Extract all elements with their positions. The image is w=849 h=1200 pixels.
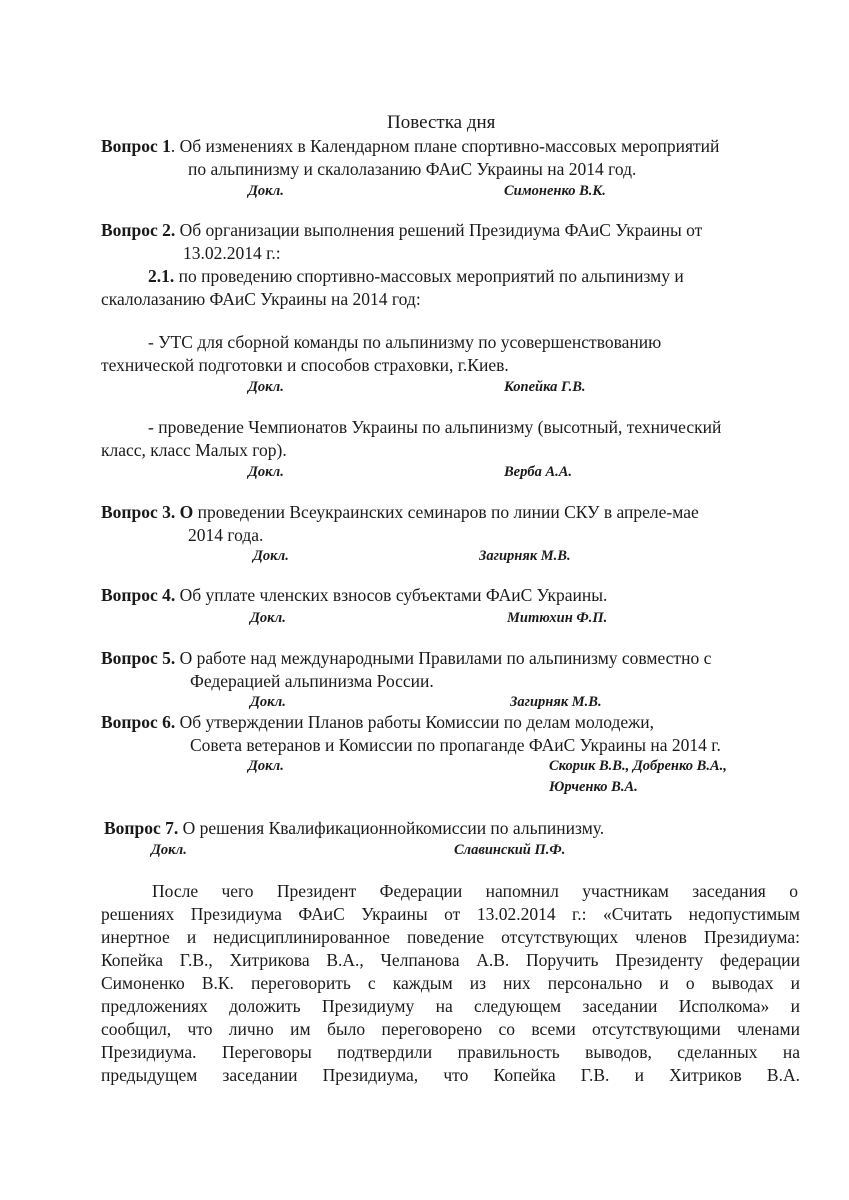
question-1-reporter-label: Докл.	[248, 183, 284, 199]
question-2-item-2-text-1: - проведение Чемпионатов Украины по альпинизму (высотный, технический	[148, 417, 722, 437]
question-7-reporter-label: Докл.	[151, 842, 187, 858]
question-6-reporter-name-2: Юрченко В.А.	[549, 779, 638, 795]
paragraph-line-8: Президиума. Переговоры подтвердили правильность выводов, сделанных на	[101, 1042, 800, 1062]
question-3-line-1	[101, 501, 699, 523]
question-2-item-2-text-2: класс, класс Малых гор).	[101, 440, 287, 460]
question-6-reporter-name-1: Скорик В.В., Добренко В.А.,	[549, 758, 727, 774]
question-2-item-1-reporter-label: Докл.	[248, 379, 284, 395]
paragraph-line-1: После чего Президент Федерации напомнил участникам заседания о	[152, 881, 798, 901]
question-6-label: Вопрос 6.	[101, 712, 176, 732]
question-3-text-1: проведении Всеукраинских семинаров по линии СКУ в апреле-мае	[193, 502, 699, 522]
question-3-reporter-name: Загирняк М.В.	[479, 548, 571, 564]
question-5-label: Вопрос 5.	[101, 648, 176, 668]
question-4-label: Вопрос 4.	[101, 585, 176, 605]
question-7-line-1	[104, 817, 604, 839]
question-2-item-2-reporter-label: Докл.	[248, 464, 284, 480]
question-1-reporter-name: Симоненко В.К.	[504, 183, 606, 199]
paragraph-line-6: предложениях доложить Президиуму на следующем заседании Исполкома» и	[101, 996, 800, 1016]
question-3-text-2: 2014 года.	[188, 525, 264, 545]
question-5-reporter-name: Загирняк М.В.	[510, 694, 602, 710]
paragraph-line-9: предыдущем заседании Президиума, что Копейка Г.В. и Хитриков В.А.	[101, 1065, 800, 1085]
question-2-line-1	[101, 219, 702, 241]
paragraph-line-2: решениях Президиума ФАиС Украины от 13.02.2014 г.: «Считать недопустимым	[101, 904, 800, 924]
question-1-text-2: по альпинизму и скалолазанию ФАиС Украины на 2014 год.	[188, 159, 637, 179]
question-2-sub-line-1	[148, 265, 684, 287]
question-1-label: Вопрос 1	[101, 136, 171, 156]
question-2-text-1: Об организации выполнения решений Президиума ФАиС Украины от	[175, 220, 703, 240]
question-2-item-1-text-2: технической подготовки и способов страховки, г.Киев.	[101, 355, 509, 375]
question-4-line-1	[101, 584, 607, 606]
question-5-line-1	[101, 647, 711, 669]
question-4-reporter-label: Докл.	[250, 610, 286, 626]
question-4-text-1: Об уплате членских взносов субъектами ФАиС Украины.	[175, 585, 608, 605]
question-2-label: Вопрос 2.	[101, 220, 176, 240]
question-7-reporter-name: Славинский П.Ф.	[454, 842, 566, 858]
question-1-line-1	[101, 135, 719, 157]
question-6-line-1	[101, 711, 654, 733]
question-3-reporter-label: Докл.	[253, 548, 289, 564]
paragraph-line-7: сообщил, что лично им было переговорено со всеми отсутствующими членами	[101, 1019, 800, 1039]
question-2-item-1-text-1: - УТС для сборной команды по альпинизму по усовершенствованию	[148, 332, 662, 352]
question-2-sub-text-1: по проведению спортивно-массовых мероприятий по альпинизму и	[174, 266, 684, 286]
question-3-label: Вопрос 3. О	[101, 502, 194, 522]
question-2-sub-text-2: скалолазанию ФАиС Украины на 2014 год:	[101, 289, 421, 309]
question-2-text-2: 13.02.2014 г.:	[183, 243, 281, 263]
paragraph-line-3: инертное и недисциплинированное поведение отсутствующих членов Президиума:	[101, 927, 800, 947]
paragraph-line-4: Копейка Г.В., Хитрикова В.А., Челпанова А.В. Поручить Президенту федерации	[101, 950, 800, 970]
question-7-label: Вопрос 7.	[104, 818, 179, 838]
question-4-reporter-name: Митюхин Ф.П.	[507, 610, 608, 626]
question-2-sub-label: 2.1.	[148, 266, 175, 286]
question-2-item-2-reporter-name: Верба А.А.	[504, 464, 573, 480]
question-6-reporter-label: Докл.	[248, 758, 284, 774]
question-1-text-1: . Об изменениях в Календарном плане спортивно-массовых мероприятий	[170, 136, 720, 156]
question-6-text-1: Об утверждении Планов работы Комиссии по делам молодежи,	[175, 712, 654, 732]
question-5-text-2: Федерацией альпинизма России.	[190, 671, 434, 691]
question-7-text-1: О решения Квалификационнойкомиссии по альпинизму.	[178, 818, 605, 838]
document-title: Повестка дня	[387, 112, 496, 133]
question-6-text-2: Совета ветеранов и Комиссии по пропаганде ФАиС Украины на 2014 г.	[190, 735, 721, 755]
question-5-text-1: О работе над международными Правилами по альпинизму совместно с	[175, 648, 712, 668]
question-5-reporter-label: Докл.	[250, 694, 286, 710]
paragraph-line-5: Симоненко В.К. переговорить с каждым из них персонально и о выводах и	[101, 973, 800, 993]
question-2-item-1-reporter-name: Копейка Г.В.	[504, 379, 586, 395]
